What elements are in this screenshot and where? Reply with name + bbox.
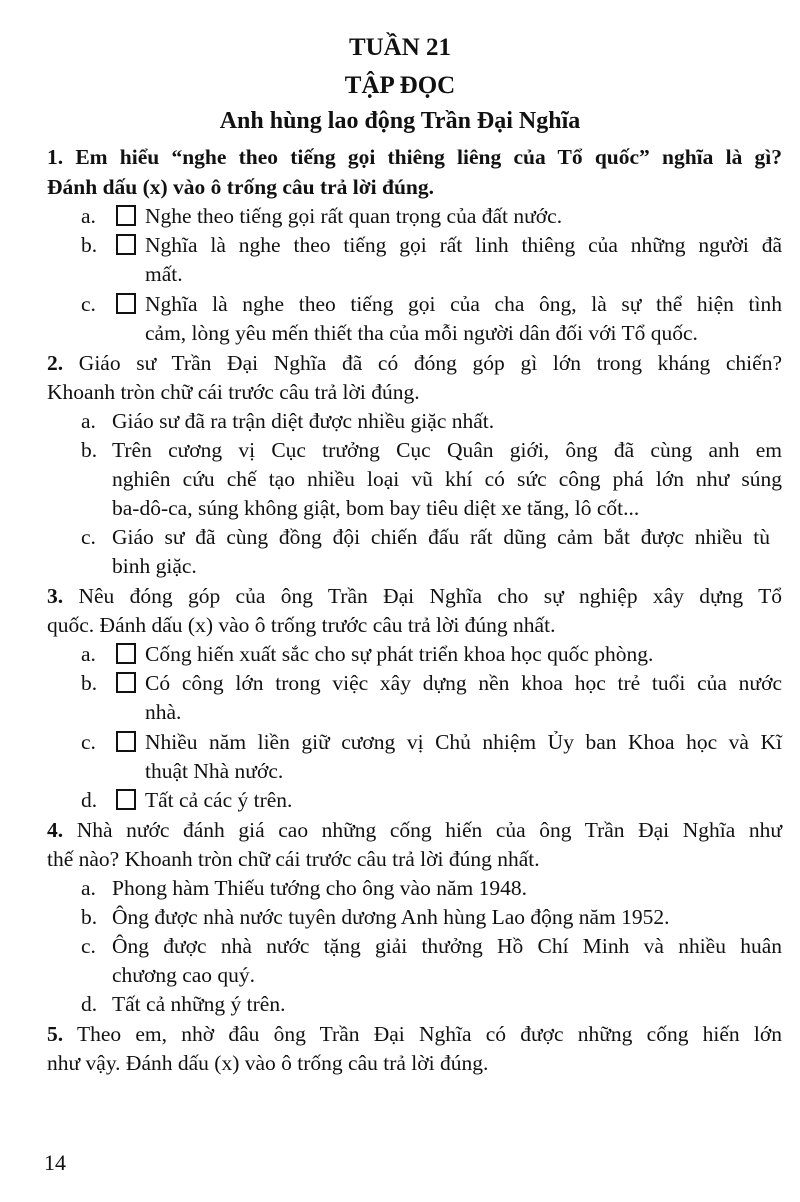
lesson-title: Anh hùng lao động Trần Đại Nghĩa <box>219 108 581 134</box>
q4-option-b-text: Ông được nhà nước tuyên dương Anh hùng Lao động năm 1952. <box>112 905 670 929</box>
q5-line-1: 5. Theo em, nhờ đâu ông Trần Đại Nghĩa có được những cống hiến lớn <box>47 1022 782 1046</box>
q4-option-c-text-1: Ông được nhà nước tặng giải thưởng Hồ Chí Minh và nhiều huân <box>112 934 782 958</box>
q4-option-d-text: Tất cả những ý trên. <box>112 992 286 1016</box>
q2-option-c-letter: c. <box>81 525 96 549</box>
q3-option-c-checkbox[interactable] <box>116 731 136 752</box>
q3-option-b-text-1: Có công lớn trong việc xây dựng nền khoa học trẻ tuổi của nước <box>145 671 782 695</box>
q1-line-1: 1. Em hiểu “nghe theo tiếng gọi thiêng liêng của Tổ quốc” nghĩa là gì? <box>47 145 783 169</box>
q3-option-b-checkbox[interactable] <box>116 672 136 693</box>
q2-option-a-letter: a. <box>81 409 96 433</box>
q3-option-a-checkbox[interactable] <box>116 643 136 664</box>
q4-line-2: thế nào? Khoanh tròn chữ cái trước câu trả lời đúng nhất. <box>47 847 540 871</box>
q3-line-2: quốc. Đánh dấu (x) vào ô trống trước câu trả lời đúng nhất. <box>47 613 556 637</box>
q1-option-b-checkbox[interactable] <box>116 234 136 255</box>
q2-option-a-text: Giáo sư đã ra trận diệt được nhiều giặc nhất. <box>112 409 495 433</box>
q4-option-b-letter: b. <box>81 905 98 929</box>
q2-line-2: Khoanh tròn chữ cái trước câu trả lời đúng. <box>47 380 420 404</box>
q3-option-c-text-1: Nhiều năm liền giữ cương vị Chủ nhiệm Ủy ban Khoa học và Kĩ <box>145 730 782 754</box>
q1-option-a-letter: a. <box>81 204 96 228</box>
q4-option-c-letter: c. <box>81 934 96 958</box>
q5-line-2: như vậy. Đánh dấu (x) vào ô trống câu trả lời đúng. <box>47 1051 489 1075</box>
q1-option-c-text-1: Nghĩa là nghe theo tiếng gọi của cha ông, là sự thể hiện tình <box>145 292 782 316</box>
q1-option-c-letter: c. <box>81 292 96 316</box>
q3-option-d-checkbox[interactable] <box>116 789 136 810</box>
q4-option-a-text: Phong hàm Thiếu tướng cho ông vào năm 1948. <box>112 876 527 900</box>
q3-option-c-text-2: thuật Nhà nước. <box>145 759 284 783</box>
q2-option-b-text-2: nghiên cứu chế tạo nhiều loại vũ khí có sức công phá lớn như súng <box>112 467 782 491</box>
q1-option-b-text-2: mất. <box>145 262 183 286</box>
q1-option-b-text-1: Nghĩa là nghe theo tiếng gọi rất linh thiêng của những người đã <box>145 233 782 257</box>
q2-option-b-text-3: ba-dô-ca, súng không giật, bom bay tiêu diệt xe tăng, lô cốt... <box>112 496 640 520</box>
q3-line-1: 3. Nêu đóng góp của ông Trần Đại Nghĩa cho sự nghiệp xây dựng Tổ <box>47 584 783 608</box>
q2-option-c-text-2: binh giặc. <box>112 554 197 578</box>
page-number: 14 <box>44 1150 66 1175</box>
section-heading: TẬP ĐỌC <box>344 72 456 99</box>
q4-option-d-letter: d. <box>81 992 98 1016</box>
q2-option-b-text-1: Trên cương vị Cục trưởng Cục Quân giới, ông đã cùng anh em <box>112 438 782 462</box>
q3-option-a-text: Cống hiến xuất sắc cho sự phát triển khoa học quốc phòng. <box>145 642 654 666</box>
q1-option-a-checkbox[interactable] <box>116 205 136 226</box>
q4-option-a-letter: a. <box>81 876 96 900</box>
q3-option-a-letter: a. <box>81 642 96 666</box>
q1-option-c-text-2: cảm, lòng yêu mến thiết tha của mỗi người dân đối với Tổ quốc. <box>145 321 698 345</box>
q1-line-2: Đánh dấu (x) vào ô trống câu trả lời đúng. <box>47 175 435 199</box>
q4-line-1: 4. Nhà nước đánh giá cao những cống hiến của ông Trần Đại Nghĩa như <box>47 818 783 842</box>
q3-option-d-text: Tất cả các ý trên. <box>145 788 293 812</box>
q3-option-d-letter: d. <box>81 788 98 812</box>
q1-option-a-text: Nghe theo tiếng gọi rất quan trọng của đất nước. <box>145 204 563 228</box>
q2-option-c-text-1: Giáo sư đã cùng đồng đội chiến đấu rất dũng cảm bắt được nhiều tù <box>112 525 770 549</box>
q3-option-b-text-2: nhà. <box>145 700 182 724</box>
q2-line-1: 2. Giáo sư Trần Đại Nghĩa đã có đóng góp gì lớn trong kháng chiến? <box>47 351 782 375</box>
q2-option-b-letter: b. <box>81 438 98 462</box>
q3-option-b-letter: b. <box>81 671 98 695</box>
q4-option-c-text-2: chương cao quý. <box>112 963 256 987</box>
q1-option-b-letter: b. <box>81 233 98 257</box>
week-heading: TUẦN 21 <box>348 34 452 61</box>
q1-option-c-checkbox[interactable] <box>116 293 136 314</box>
q3-option-c-letter: c. <box>81 730 96 754</box>
